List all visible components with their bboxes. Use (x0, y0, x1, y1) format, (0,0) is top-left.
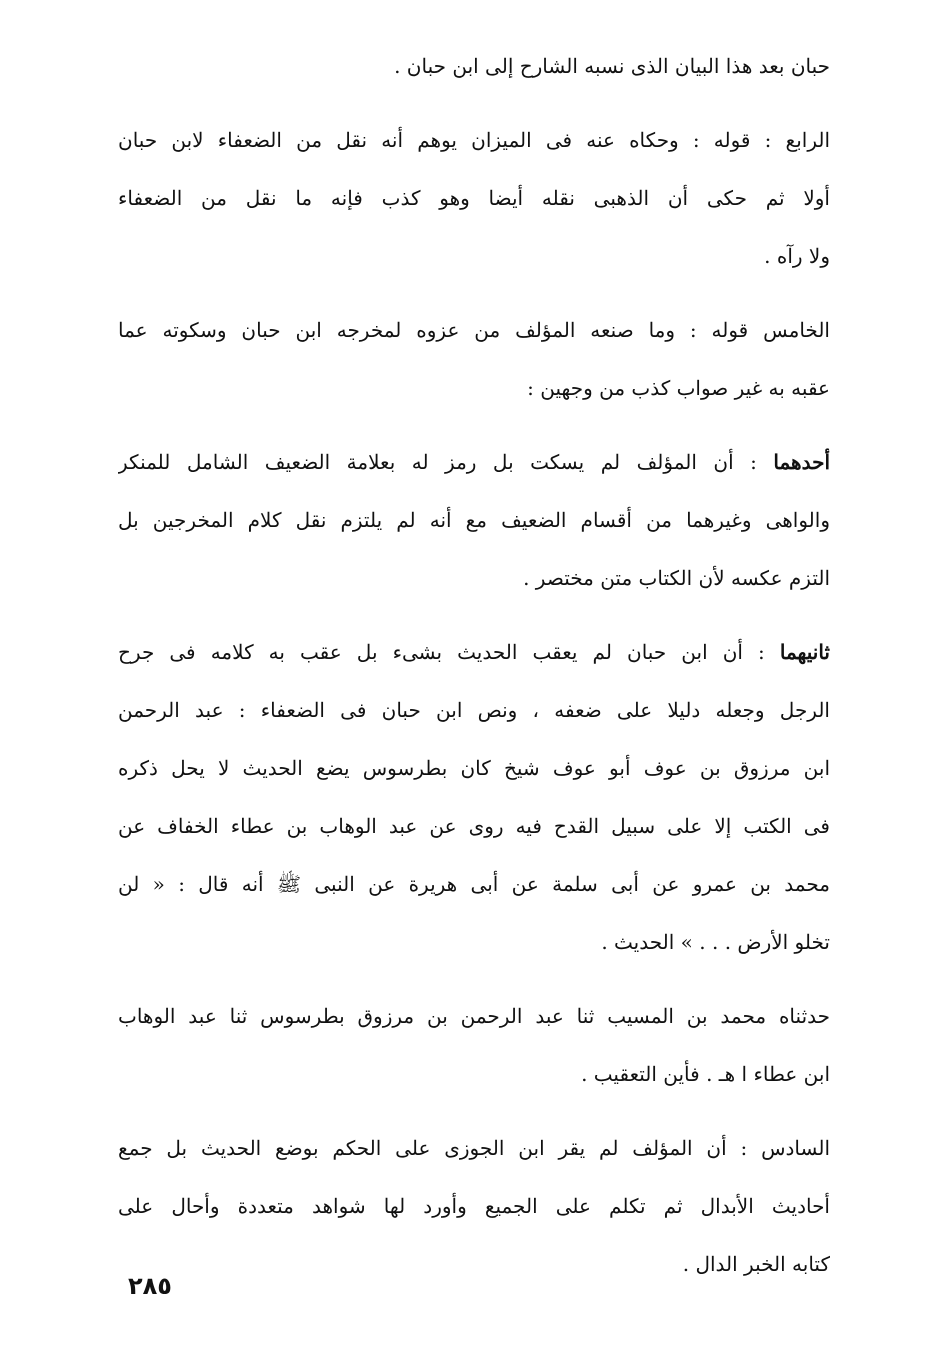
text-line: محمد بن عمرو عن أبى سلمة عن أبى هريرة عن النبى ﷺ أنه قال : « لن (118, 872, 830, 896)
page-number: ٢٨٥ (128, 1272, 172, 1300)
paragraph-intro (118, 52, 830, 110)
text-line: والواهى وغيرهما من أقسام الضعيف مع أنه لم يلتزم نقل كلام المخرجين بل (118, 508, 830, 532)
text-line: الرابع : قوله : وحكاه عنه فى الميزان يوهم أنه نقل من الضعفاء لابن حبان (118, 128, 830, 152)
paragraph-sixth (118, 1134, 830, 1308)
paragraph-first-aspect (118, 448, 830, 622)
text-line-rest: : أن المؤلف لم يسكت بل رمز له بعلامة الضعيف الشامل للمنكر (118, 450, 774, 474)
paragraph-fifth (118, 316, 830, 432)
paragraph-lead-word: ثانيهما (779, 640, 830, 664)
text-line: الخامس قوله : وما صنعه المؤلف من عزوه لمخرجه ابن حبان وسكوته عما (118, 318, 830, 342)
text-line: ولا رآه . (764, 244, 830, 268)
text-line: عقبه به غير صواب كذب من وجهين : (527, 376, 830, 400)
text-line: ابن عطاء ا هـ . فأين التعقيب . (581, 1062, 830, 1086)
text-line: كتابه الخبر الدال . (682, 1252, 830, 1276)
text-line: تخلو الأرض . . . » الحديث . (601, 930, 830, 954)
text-line: حبان بعد هذا البيان الذى نسبه الشارح إلى ابن حبان . (394, 54, 830, 78)
text-line: ابن مرزوق بن عوف أبو عوف شيخ كان بطرسوس يضع الحديث لا يحل ذكره (118, 756, 830, 780)
text-line: التزم عكسه لأن الكتاب متن مختصر . (523, 566, 830, 590)
text-line: فى الكتب إلا على سبيل القدح فيه روى عن عبد الوهاب بن عطاء الخفاف عن (118, 814, 830, 838)
text-line (118, 448, 830, 506)
text-line: السادس : أن المؤلف لم يقر ابن الجوزى على الحكم بوضع الحديث بل جمع (118, 1136, 830, 1160)
text-line: أحاديث الأبدال ثم تكلم على الجميع وأورد لها شواهد متعددة وأحال على (118, 1194, 830, 1218)
text-line: الرجل وجعله دليلا على ضعفه ، ونص ابن حبان فى الضعفاء : عبد الرحمن (118, 698, 830, 722)
paragraph-lead-word: أحدهما (773, 450, 830, 474)
paragraph-isnad (118, 1002, 830, 1118)
paragraph-second-aspect (118, 638, 830, 986)
text-line: أولا ثم حكى أن الذهبى نقله أيضا وهو كذب فإنه ما نقل من الضعفاء (118, 186, 830, 210)
paragraph-fourth (118, 126, 830, 300)
text-line-rest: : أن ابن حبان لم يعقب الحديث بشىء بل عقب به كلامه فى جرح (118, 640, 780, 664)
text-line (118, 638, 830, 696)
text-line: حدثناه محمد بن المسيب ثنا عبد الرحمن بن مرزوق بطرسوس ثنا عبد الوهاب (118, 1004, 830, 1028)
page-body (118, 52, 830, 1324)
